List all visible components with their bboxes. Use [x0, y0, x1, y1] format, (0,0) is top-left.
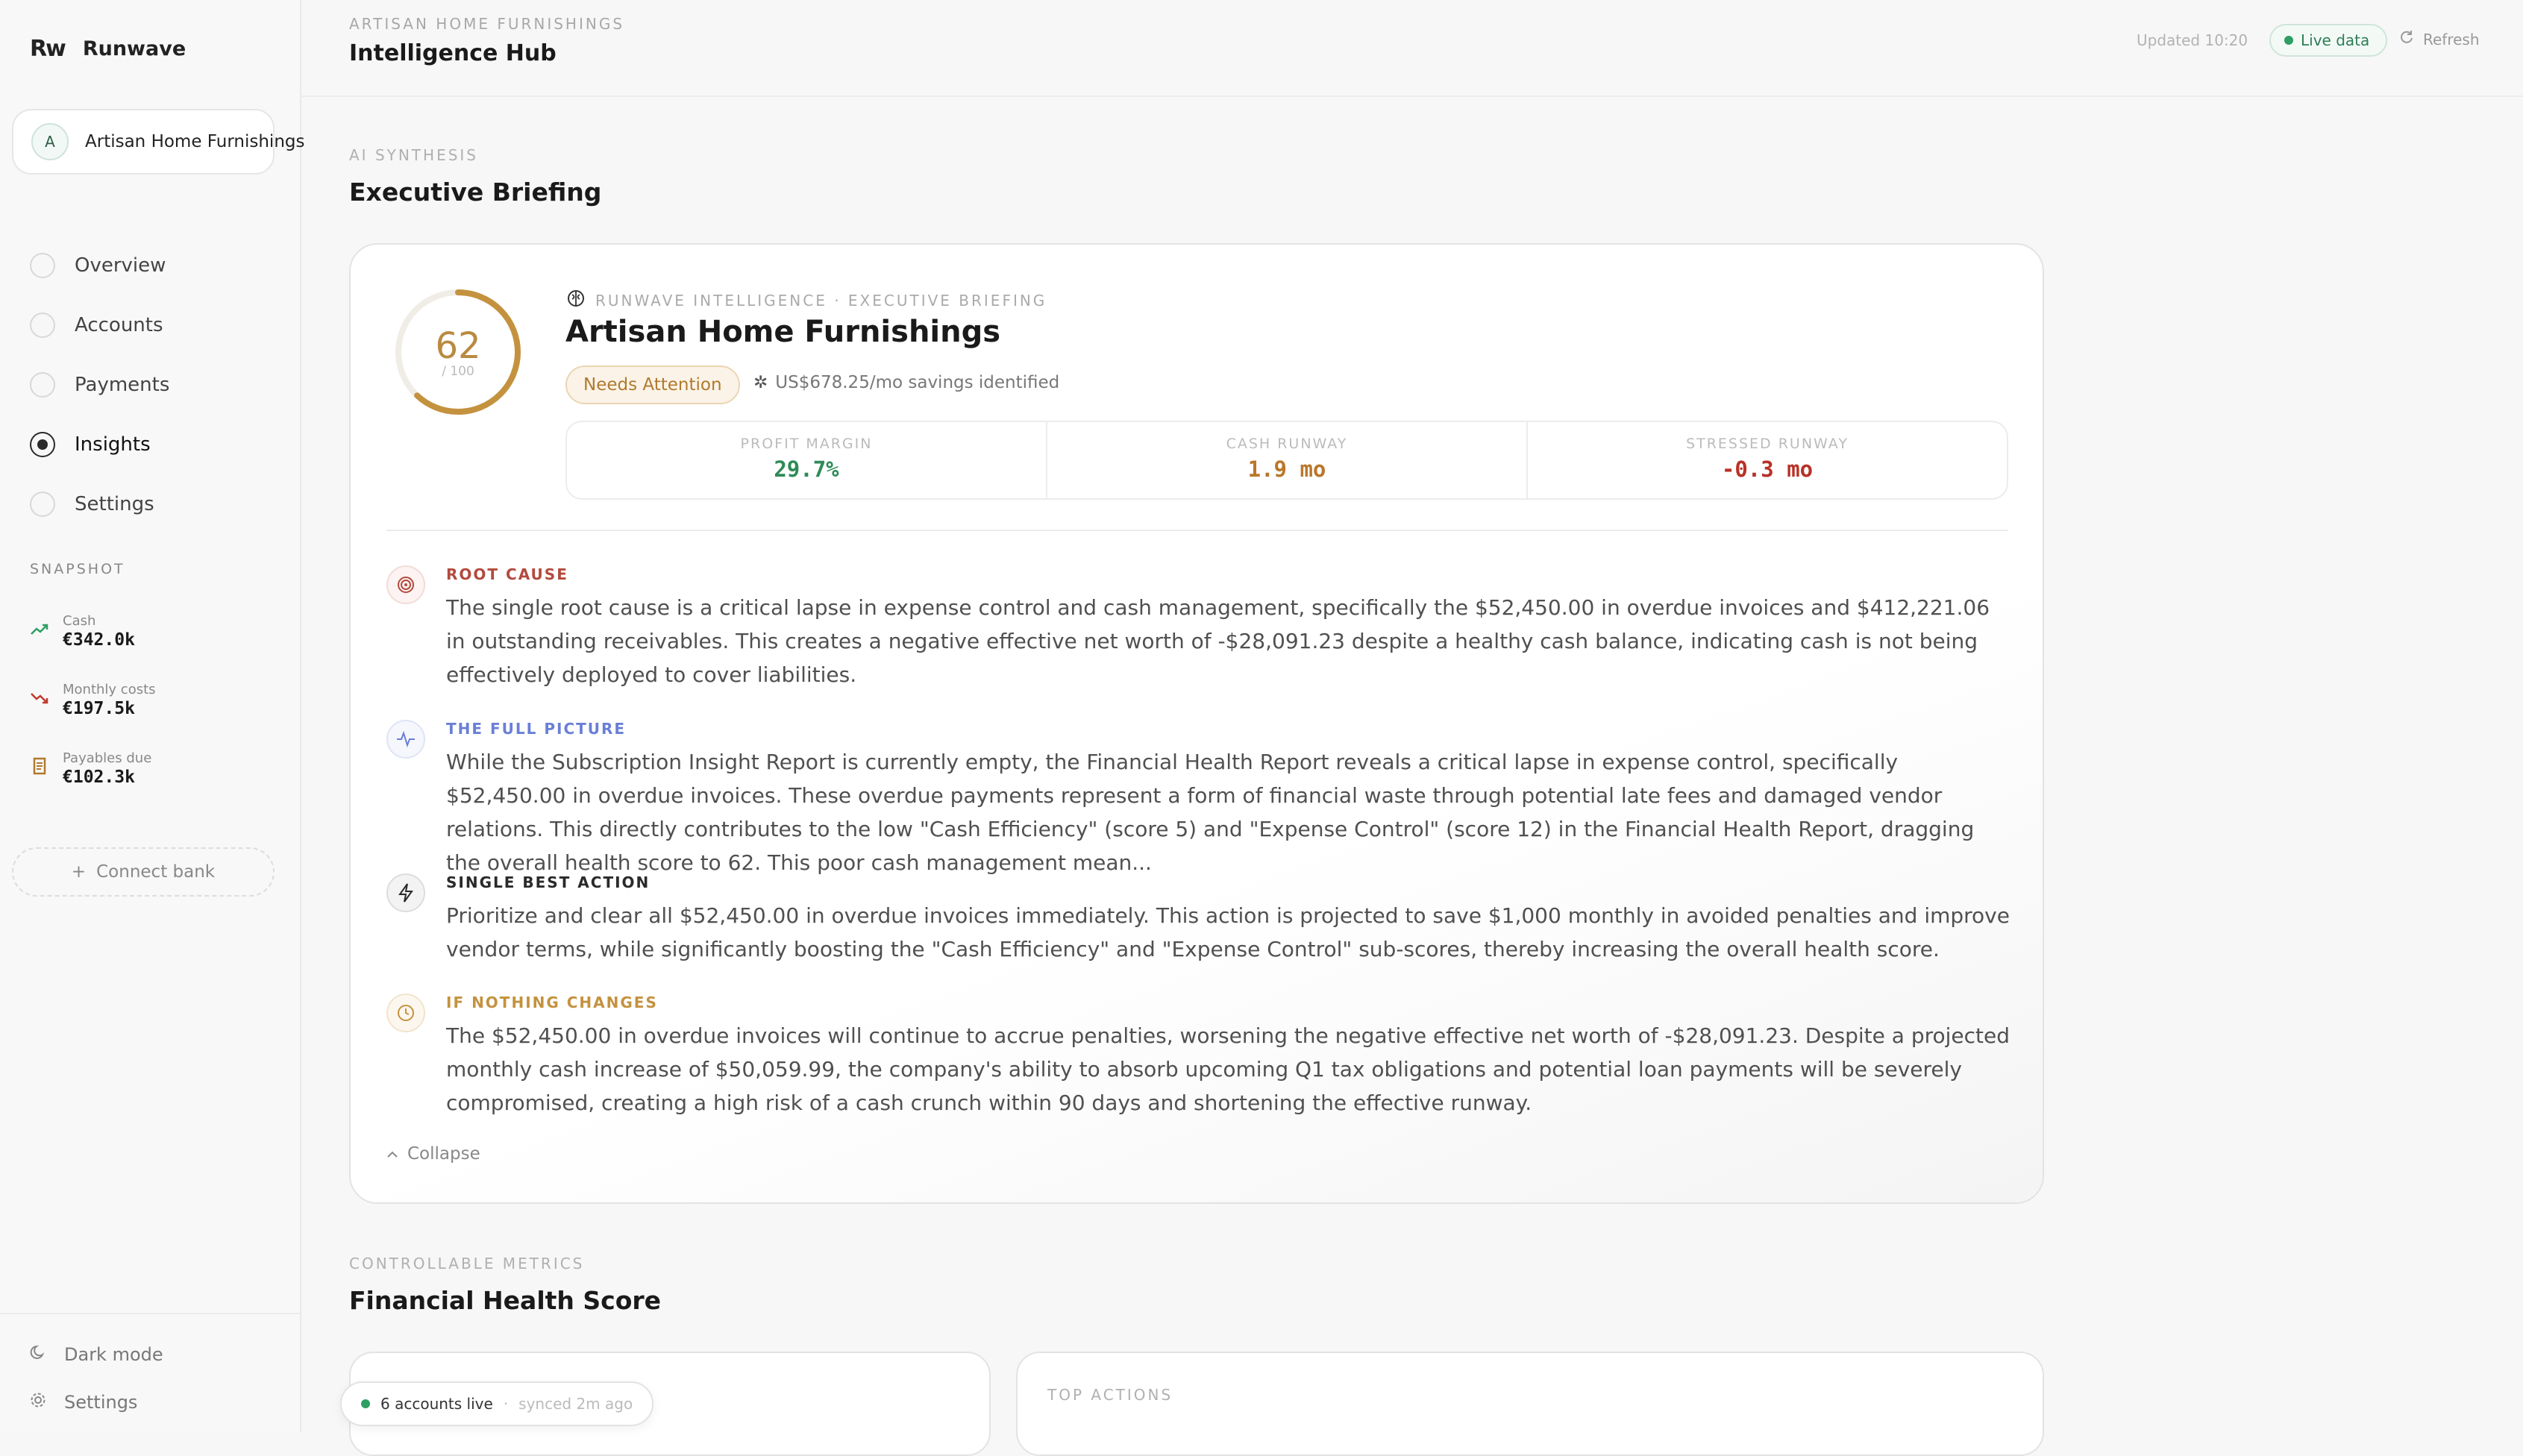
block-label: ROOT CAUSE [446, 565, 568, 583]
bolt-icon [386, 873, 425, 912]
snapshot-payables[interactable] [12, 734, 275, 803]
target-icon [386, 565, 425, 604]
nav-dot-icon [30, 492, 55, 517]
snapshot-cash[interactable] [12, 597, 275, 665]
nav-item-settings[interactable] [30, 474, 169, 534]
live-dot-icon [361, 1399, 370, 1408]
health-score: 62 [435, 325, 481, 367]
nav-item-accounts[interactable] [30, 295, 169, 355]
invoice-icon [30, 757, 49, 779]
savings-text: US$678.25/mo savings identified [775, 373, 1060, 392]
snapshot-value: €197.5k [63, 698, 135, 718]
refresh-label: Refresh [2423, 30, 2480, 48]
status-badge: Needs Attention [565, 365, 740, 404]
eyebrow-text: RUNWAVE INTELLIGENCE · EXECUTIVE BRIEFING [595, 291, 1047, 310]
kpi-label: STRESSED RUNWAY [1686, 436, 1849, 452]
pulse-icon [386, 720, 425, 759]
block-label: THE FULL PICTURE [446, 720, 627, 738]
refresh-button[interactable] [2399, 30, 2480, 48]
gear-icon [30, 1392, 46, 1413]
chevron-up-icon [386, 1144, 398, 1164]
topbar [300, 0, 2523, 97]
nav-item-payments[interactable] [30, 355, 169, 415]
section-title: Financial Health Score [349, 1286, 662, 1315]
live-label: Live data [2301, 31, 2370, 49]
clock-icon [386, 994, 425, 1032]
sidebar [0, 0, 305, 1432]
brand-logo: Rw [30, 36, 65, 62]
top-actions-card [1016, 1352, 2044, 1456]
live-data-badge [2269, 24, 2387, 57]
connect-bank-label: Connect bank [96, 862, 216, 882]
sidebar-nav [30, 236, 169, 534]
snapshot-label: Payables due [63, 750, 152, 766]
org-avatar: A [31, 123, 69, 160]
nav-dot-icon [30, 372, 55, 398]
top-actions-label: TOP ACTIONS [1047, 1386, 1173, 1404]
dark-mode-label: Dark mode [64, 1344, 163, 1365]
trend-down-icon [30, 691, 49, 709]
snapshot-title: SNAPSHOT [30, 561, 125, 577]
moon-icon [30, 1344, 46, 1365]
kpi-value: -0.3 mo [1721, 456, 1814, 482]
divider [386, 530, 2008, 531]
connect-bank-button[interactable] [12, 847, 275, 897]
nav-dot-active-icon [30, 432, 55, 457]
block-text: Prioritize and clear all $52,450.00 in overdue invoices immediately. This action is projected to save $1,000 monthly in avoided penalties and improve vendor terms, while significantly boosting the "Cash Efficiency" and "Expense Control" sub-scores, thereby increasing the overall health score. [446, 903, 2010, 961]
nav-label: Payments [75, 374, 170, 396]
block-text: The $52,450.00 in overdue invoices will continue to accrue penalties, worsening the negative effective net worth of -$28,091.23. Despite a projected monthly cash increase of $50,059.99, the company's ability to absorb upcoming Q1 tax obligations and potential loan payments will be severely compromised, creating a high risk of a cash crunch within 90 days and shortening the effective runway. [446, 1023, 2010, 1115]
refresh-icon [2399, 30, 2414, 48]
kpi-label: CASH RUNWAY [1226, 436, 1348, 452]
snapshot-value: €102.3k [63, 767, 135, 787]
section-title: Executive Briefing [349, 178, 602, 207]
snapshot-monthly-costs[interactable] [12, 665, 275, 734]
page-title: Intelligence Hub [349, 40, 557, 66]
savings-note [753, 373, 1059, 392]
health-score-max: / 100 [442, 364, 474, 379]
brand-name: Runwave [82, 37, 187, 60]
kpi-strip [565, 421, 2008, 500]
kpi-label: PROFIT MARGIN [740, 436, 873, 452]
sidebar-footer [0, 1313, 300, 1426]
nav-dot-icon [30, 253, 55, 278]
brain-icon [567, 289, 585, 311]
briefing-eyebrow [567, 289, 1047, 311]
breadcrumb[interactable]: ARTISAN HOME FURNISHINGS [349, 15, 625, 33]
block-label: SINGLE BEST ACTION [446, 873, 651, 891]
live-dot-icon [2284, 36, 2293, 45]
trend-up-icon [30, 622, 49, 641]
org-switcher[interactable] [12, 109, 305, 175]
kpi-stressed-runway [1528, 422, 2007, 498]
briefing-company: Artisan Home Furnishings [565, 315, 1001, 349]
settings-label: Settings [64, 1392, 138, 1413]
collapse-button[interactable] [386, 1144, 480, 1164]
nav-label: Accounts [75, 314, 163, 336]
kpi-cash-runway [1047, 422, 1528, 498]
snapshot-value: €342.0k [63, 630, 135, 650]
collapse-label: Collapse [407, 1144, 480, 1164]
nav-label: Insights [75, 433, 151, 456]
block-text: The single root cause is a critical lapse in expense control and cash management, specifically the $52,450.00 in overdue invoices and $412,221.06 in outstanding receivables. This creates a negative effective net worth of -$28,091.23 despite a healthy cash balance, indicating cash is not being effectively deployed to cover liabilities. [446, 595, 1990, 687]
sparkle-icon: ✲ [753, 373, 768, 392]
accounts-sync-pill[interactable] [340, 1381, 654, 1426]
dark-mode-toggle[interactable] [0, 1331, 300, 1378]
kpi-value: 29.7% [774, 456, 839, 482]
executive-briefing-card [349, 243, 2044, 1204]
brand[interactable] [30, 36, 186, 62]
separator: · [503, 1395, 509, 1413]
nav-label: Overview [75, 254, 166, 277]
section-label: AI SYNTHESIS [349, 146, 478, 164]
sync-time: synced 2m ago [518, 1395, 633, 1413]
footer-settings-link[interactable] [0, 1378, 300, 1426]
updated-timestamp: Updated 10:20 [2137, 31, 2248, 49]
nav-label: Settings [75, 493, 154, 515]
snapshot-label: Monthly costs [63, 681, 156, 697]
snapshot-list [12, 597, 275, 803]
section-label: CONTROLLABLE METRICS [349, 1255, 585, 1273]
nav-item-overview[interactable] [30, 236, 169, 295]
nav-dot-icon [30, 313, 55, 338]
accounts-live-text: 6 accounts live [380, 1395, 493, 1413]
plus-icon: + [71, 862, 87, 882]
nav-item-insights[interactable] [30, 415, 169, 474]
kpi-profit-margin [567, 422, 1047, 498]
kpi-value: 1.9 mo [1247, 456, 1326, 482]
org-name: Artisan Home Furnishings [85, 132, 305, 151]
snapshot-label: Cash [63, 612, 96, 629]
block-label: IF NOTHING CHANGES [446, 994, 658, 1011]
block-text: While the Subscription Insight Report is currently empty, the Financial Health Report reveals a critical lapse in expense control, specifically $52,450.00 in overdue invoices. These overdue payments represent a form of financial waste through potential late fees and damaged vendor relations. This directly contributes to the low "Cash Efficiency" (score 5) and "Expense Control" (score 12) in the Financial Health Report, dragging the overall health score to 62. This poor cash management mean... [446, 750, 1975, 875]
